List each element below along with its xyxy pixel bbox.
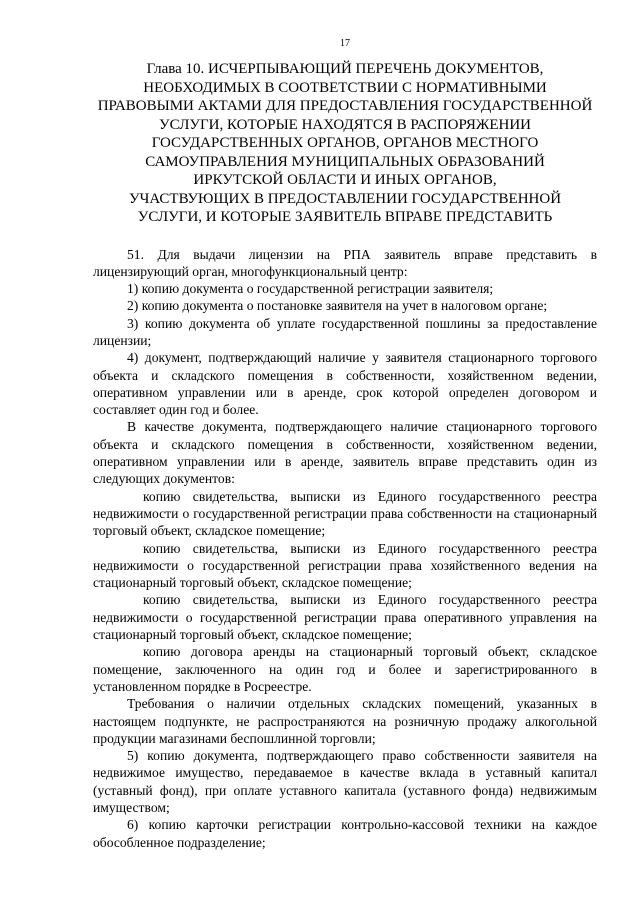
list-item-6: 6) копию карточки регистрации контрольно-кассовой техники на каждое обособленное подразделение; bbox=[93, 817, 597, 850]
chapter-title-line: САМОУПРАВЛЕНИЯ МУНИЦИПАЛЬНЫХ ОБРАЗОВАНИЙ bbox=[145, 153, 545, 170]
chapter-title-line: НЕОБХОДИМЫХ В СООТВЕТСТВИИ С НОРМАТИВНЫМИ bbox=[143, 79, 547, 96]
body-text bbox=[93, 246, 597, 851]
list-item-4: 4) документ, подтверждающий наличие у заявителя стационарного торгового объекта и складского помещения в собственности, хозяйственном ведении, оперативном управлении или в аренде, срок которой определен договором и составляет один год и более. bbox=[93, 350, 597, 418]
sub-item-ownership: копию свидетельства, выписки из Единого государственного реестра недвижимости о государственной регистрации права собственности на стационарный торговый объект, складское помещение; bbox=[93, 488, 597, 539]
chapter-title-line: УСЛУГИ, КОТОРЫЕ НАХОДЯТСЯ В РАСПОРЯЖЕНИИ bbox=[158, 116, 532, 133]
chapter-title-line: УСЛУГИ, И КОТОРЫЕ ЗАЯВИТЕЛЬ ВПРАВЕ ПРЕДСТАВИТЬ bbox=[137, 209, 553, 225]
paragraph-warehouse-requirements: Требования о наличии отдельных складских помещений, указанных в настоящем подпункте, не распространяются на розничную продажу алкогольной продукции магазинами беспошлинной торговли; bbox=[93, 696, 597, 746]
sub-item-economic-management: копию свидетельства, выписки из Единого государственного реестра недвижимости о государственной регистрации права хозяйственного ведения на стационарный торговый объект, складское помещение; bbox=[93, 540, 597, 591]
sub-item-operational-management: копию свидетельства, выписки из Единого государственного реестра недвижимости о государственной регистрации права оперативного управления на стационарный торговый объект, складское помещение; bbox=[93, 592, 597, 643]
chapter-title-line: Глава 10. ИСЧЕРПЫВАЮЩИЙ ПЕРЕЧЕНЬ ДОКУМЕНТОВ, bbox=[146, 61, 544, 77]
list-item-3: 3) копию документа об уплате государственной пошлины за предоставление лицензии; bbox=[93, 315, 597, 348]
list-item-2: 2) копию документа о постановке заявителя на учет в налоговом органе; bbox=[127, 298, 548, 314]
chapter-title bbox=[93, 60, 597, 227]
list-item-5: 5) копию документа, подтверждающего право собственности заявителя на недвижимое имущество, передаваемое в качестве вклада в уставный капитал (уставный фонд), при оплате уставного капитала (уставного фонда) недвижимым имуществом; bbox=[93, 748, 597, 815]
chapter-title-line: ИРКУТСКОЙ ОБЛАСТИ И ИНЫХ ОРГАНОВ, bbox=[193, 172, 497, 188]
paragraph-document-types: В качестве документа, подтверждающего наличие стационарного торгового объекта и складского помещения в собственности, хозяйственном ведении, оперативном управлении или в аренде, заявитель вправе представить один из следующих документов: bbox=[93, 419, 597, 487]
sub-item-lease: копию договора аренды на стационарный торговый объект, складское помещение, заключенного на один год и более и зарегистрированного в установленном порядке в Росреестре. bbox=[93, 644, 597, 694]
chapter-title-line: ГОСУДАРСТВЕННЫХ ОРГАНОВ, ОРГАНОВ МЕСТНОГО bbox=[151, 135, 539, 151]
page-number: 17 bbox=[340, 38, 350, 49]
chapter-title-line: УЧАСТВУЮЩИХ В ПРЕДОСТАВЛЕНИИ ГОСУДАРСТВЕННОЙ bbox=[128, 190, 562, 207]
chapter-title-line: ПРАВОВЫМИ АКТАМИ ДЛЯ ПРЕДОСТАВЛЕНИЯ ГОСУДАРСТВЕННОЙ bbox=[97, 98, 593, 114]
list-item-1: 1) копию документа о государственной регистрации заявителя; bbox=[127, 281, 494, 297]
paragraph-51: 51. Для выдачи лицензии на РПА заявитель вправе представить в лицензирующий орган, многофункциональный центр: bbox=[93, 246, 597, 279]
